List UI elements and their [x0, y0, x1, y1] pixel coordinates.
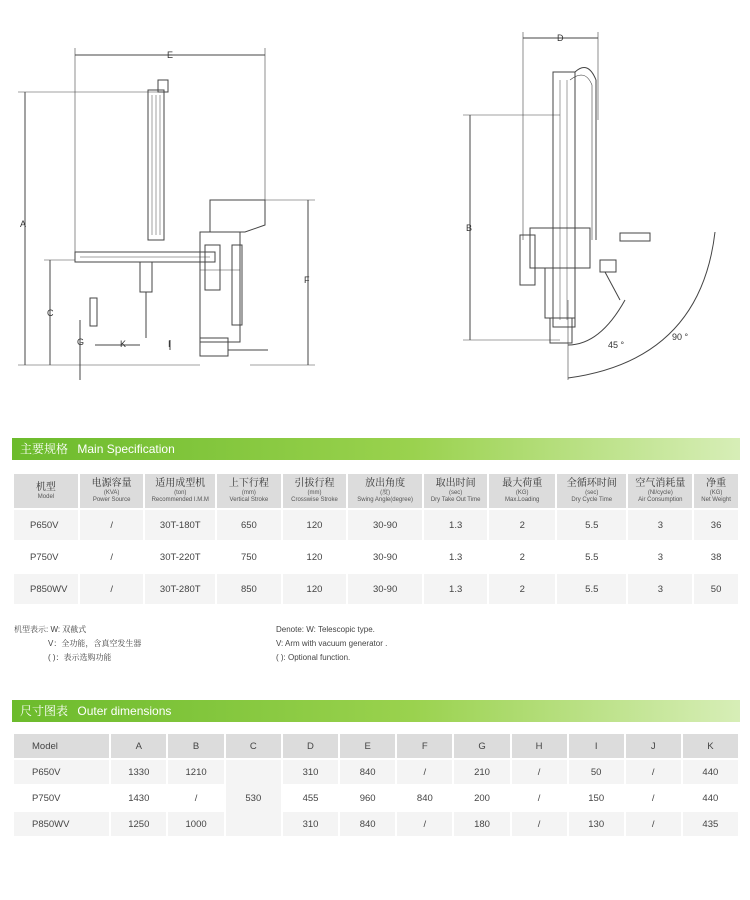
dim-cell: 1250	[111, 812, 166, 836]
dim-label-b: B	[466, 223, 473, 233]
spec-cell: 1.3	[424, 542, 487, 572]
dim-section-header	[12, 700, 740, 722]
spec-header-cell: 引拔行程 (mm) Crosswise Stroke	[283, 474, 347, 508]
dim-cell: 840	[397, 786, 452, 810]
dim-cell: /	[397, 760, 452, 784]
dim-label-e: E	[167, 50, 174, 60]
dim-label-i: I	[168, 339, 171, 349]
spec-header-cell: 空气消耗量 (Nl/cycle) Air Consumption	[628, 474, 692, 508]
spec-row	[14, 542, 738, 572]
dim-cell: 1210	[168, 760, 223, 784]
spec-cell: 3	[628, 574, 692, 604]
dim-title-cn: 尺寸图表	[20, 704, 69, 718]
dim-header-cell: C	[226, 734, 281, 758]
spec-table	[12, 472, 740, 606]
spec-cell: 38	[694, 542, 738, 572]
notes-cn	[14, 623, 141, 665]
angle-label-90: 90 °	[672, 332, 689, 342]
spec-cell: 36	[694, 510, 738, 540]
spec-cell: 650	[217, 510, 281, 540]
spec-cell: /	[80, 510, 144, 540]
dim-cell-c-merged: 530	[226, 760, 281, 836]
dim-header-cell: E	[340, 734, 395, 758]
technical-drawings	[0, 0, 750, 420]
dim-row	[14, 812, 738, 836]
dim-cell: 455	[283, 786, 338, 810]
dim-cell: 840	[340, 760, 395, 784]
dim-row	[14, 786, 738, 810]
spec-cell: P650V	[14, 510, 78, 540]
dim-header-cell: J	[626, 734, 681, 758]
dim-cell: P650V	[14, 760, 109, 784]
dimensions-table	[12, 732, 740, 838]
note-line: V：全功能，含真空发生器	[48, 639, 142, 648]
spec-row	[14, 574, 738, 604]
dim-cell: /	[512, 812, 567, 836]
spec-cell: 2	[489, 510, 555, 540]
spec-header-cell: 最大荷重 (KG) Max.Loading	[489, 474, 555, 508]
dim-cell: /	[397, 812, 452, 836]
dim-label-f: F	[304, 275, 310, 285]
spec-cell: 850	[217, 574, 281, 604]
dim-cell: 1000	[168, 812, 223, 836]
spec-cell: 120	[283, 542, 347, 572]
dim-cell: 310	[283, 760, 338, 784]
dim-header-cell: B	[168, 734, 223, 758]
dim-cell: /	[168, 786, 223, 810]
dim-cell: /	[626, 786, 681, 810]
spec-cell: 30-90	[348, 510, 422, 540]
spec-header-cell: 机型 Model	[14, 474, 78, 508]
note-line: ( ): Optional function.	[276, 653, 351, 662]
dim-cell: 960	[340, 786, 395, 810]
dim-header-cell: A	[111, 734, 166, 758]
dim-cell: /	[626, 812, 681, 836]
dim-cell: 440	[683, 786, 738, 810]
spec-header-cell: 净重 (KG) Net Weight	[694, 474, 738, 508]
spec-cell: 3	[628, 510, 692, 540]
dim-cell: /	[626, 760, 681, 784]
spec-cell: 1.3	[424, 574, 487, 604]
spec-header-cell: 电源容量 (KVA) Power Source	[80, 474, 144, 508]
dim-cell: 1330	[111, 760, 166, 784]
dim-header-cell: G	[454, 734, 509, 758]
spec-cell: 1.3	[424, 510, 487, 540]
dim-label-d: D	[557, 33, 564, 43]
dim-header-cell: I	[569, 734, 624, 758]
spec-cell: 5.5	[557, 542, 626, 572]
spec-row	[14, 510, 738, 540]
dim-header-cell: F	[397, 734, 452, 758]
dim-cell: P850WV	[14, 812, 109, 836]
dim-title-en: Outer dimensions	[77, 704, 172, 718]
spec-header-cell: 适用成型机 (ton) Recommended I.M.M	[145, 474, 215, 508]
dim-header-row	[14, 734, 738, 758]
spec-cell: 30-90	[348, 574, 422, 604]
dim-cell: 435	[683, 812, 738, 836]
spec-header-cell: 放出角度 (度) Swing Angle(degree)	[348, 474, 422, 508]
spec-title-en: Main Specification	[77, 442, 175, 456]
note-line: 机型表示: W: 双截式	[14, 625, 87, 634]
spec-cell: P850WV	[14, 574, 78, 604]
spec-cell: 30T-280T	[145, 574, 215, 604]
dim-row	[14, 760, 738, 784]
spec-cell: 750	[217, 542, 281, 572]
notes-en	[276, 623, 387, 665]
dim-cell: 50	[569, 760, 624, 784]
note-line: V: Arm with vacuum generator .	[276, 639, 388, 648]
spec-section-header	[12, 438, 740, 460]
dim-header-cell: H	[512, 734, 567, 758]
spec-header-cell: 上下行程 (mm) Vertical Stroke	[217, 474, 281, 508]
spec-cell: 30-90	[348, 542, 422, 572]
dim-cell: /	[512, 760, 567, 784]
dim-cell: 150	[569, 786, 624, 810]
spec-cell: 5.5	[557, 574, 626, 604]
spec-cell: 30T-180T	[145, 510, 215, 540]
spec-header-row	[14, 474, 738, 508]
spec-cell: 3	[628, 542, 692, 572]
dim-cell: 310	[283, 812, 338, 836]
angle-label-45: 45 °	[608, 340, 625, 350]
spec-header-cell: 全循环时间 (sec) Dry Cycle Time	[557, 474, 626, 508]
dim-cell: 130	[569, 812, 624, 836]
dim-cell: 440	[683, 760, 738, 784]
dim-header-cell: Model	[14, 734, 109, 758]
dim-cell: 840	[340, 812, 395, 836]
dim-label-g: G	[77, 337, 85, 347]
dim-header-cell: D	[283, 734, 338, 758]
spec-title-cn: 主要规格	[20, 442, 69, 456]
spec-cell: 2	[489, 542, 555, 572]
note-line: ( )：表示选购功能	[48, 653, 112, 662]
dim-cell: 180	[454, 812, 509, 836]
dim-cell: 210	[454, 760, 509, 784]
spec-cell: 120	[283, 510, 347, 540]
dim-header-cell: K	[683, 734, 738, 758]
spec-cell: 120	[283, 574, 347, 604]
dim-cell: 200	[454, 786, 509, 810]
dim-cell: P750V	[14, 786, 109, 810]
dim-cell: /	[512, 786, 567, 810]
dim-label-a: A	[20, 219, 27, 229]
spec-cell: P750V	[14, 542, 78, 572]
spec-cell: 30T-220T	[145, 542, 215, 572]
spec-cell: 50	[694, 574, 738, 604]
dim-cell: 1430	[111, 786, 166, 810]
spec-cell: 5.5	[557, 510, 626, 540]
dim-label-k: K	[120, 339, 127, 349]
spec-cell: /	[80, 542, 144, 572]
spec-header-cell: 取出时间 (sec) Dry Take Out Time	[424, 474, 487, 508]
note-line: Denote: W: Telescopic type.	[276, 625, 375, 634]
dim-label-c: C	[47, 308, 54, 318]
spec-cell: 2	[489, 574, 555, 604]
spec-cell: /	[80, 574, 144, 604]
